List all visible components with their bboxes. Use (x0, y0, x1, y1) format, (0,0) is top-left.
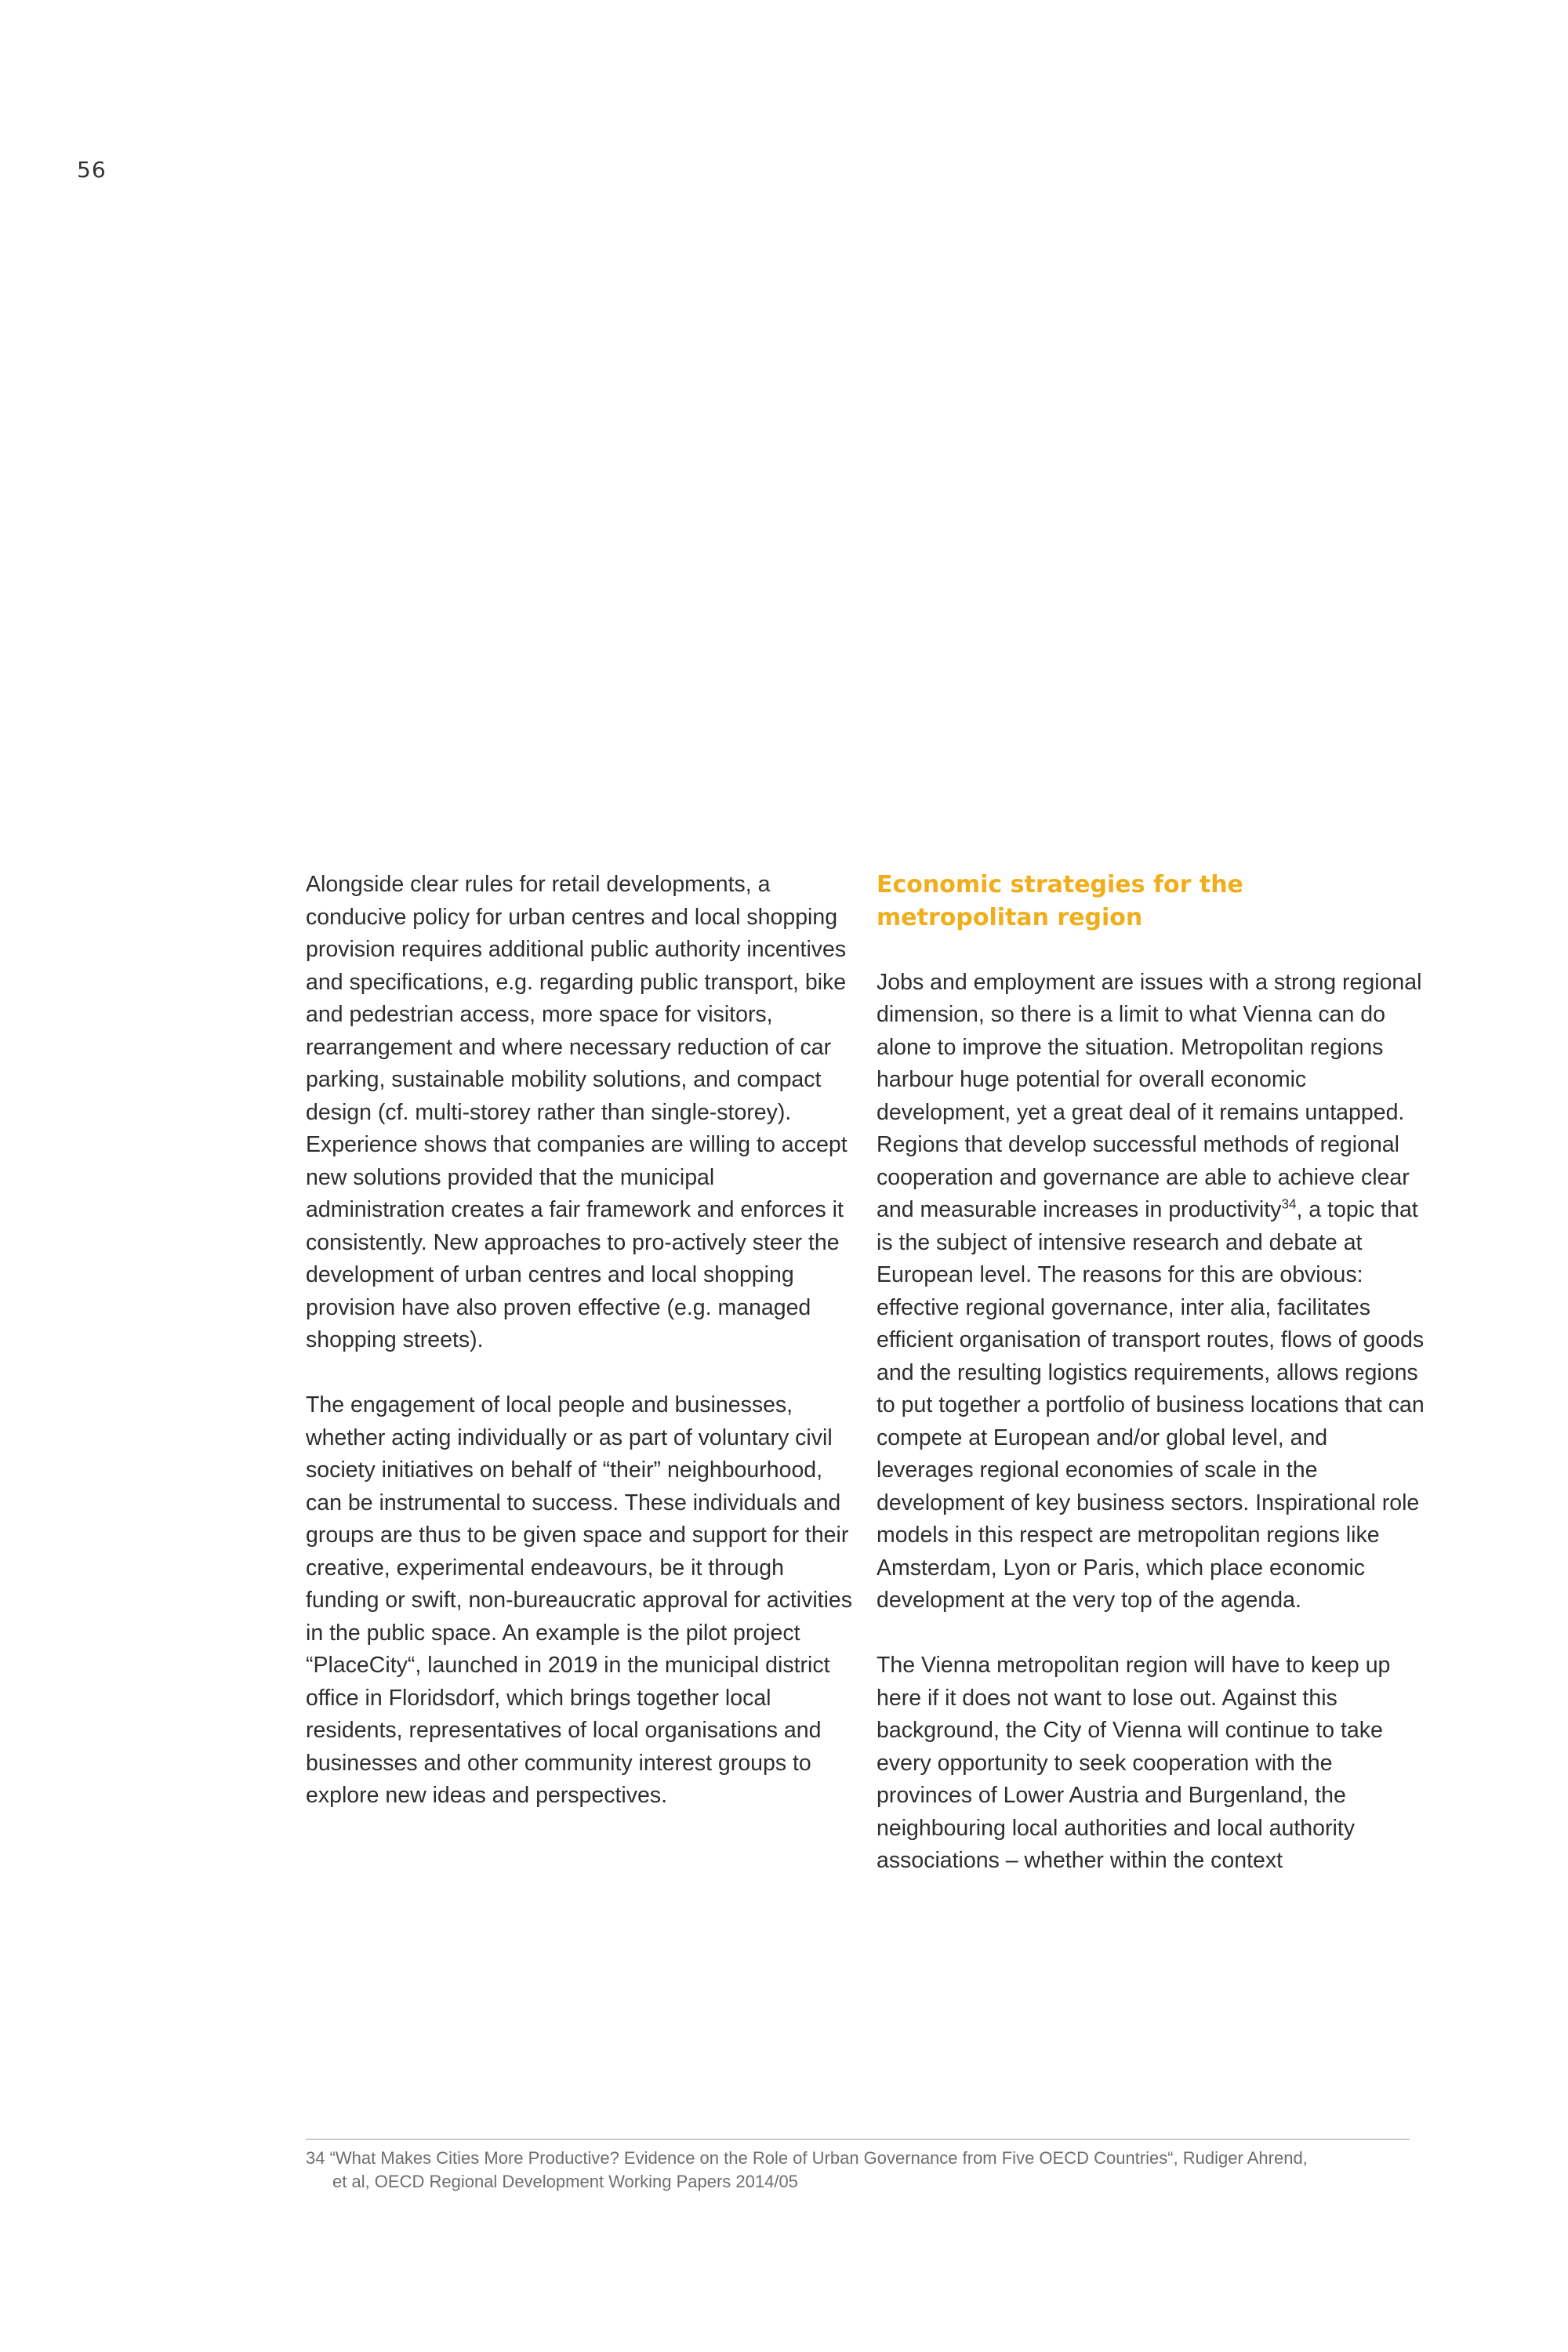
paragraph-vienna-metropolitan: The Vienna metropolitan region will have to keep up here if it does not want to lose out. Against this background, the City of Vienna will continue to take every opportunity to seek cooperation with the provinces of Lower Austria and Burgenland, the neighbouring local authorities and local authority associations – whether within the context (877, 1653, 1391, 1873)
paragraph-local-engagement: The engagement of local people and businesses, whether acting individually or as part of voluntary civil society initiatives on behalf of “their” neighbourhood, can be instrumental to success. These individuals and groups are thus to be given space and support for their creative, experimental endeavours, be it through funding or swift, non-bureaucratic approval for activities in the public space. An example is the pilot project “PlaceCity“, launched in 2019 in the municipal district office in Floridsdorf, which brings together local residents, representatives of local organisations and businesses and other community interest groups to explore new ideas and perspectives. (306, 1392, 853, 1808)
footnote (306, 2147, 1419, 2194)
paragraph-jobs-employment (877, 967, 1425, 1617)
section-heading-line-1: Economic strategies for the (877, 871, 1243, 898)
paragraph-retail-policy: Alongside clear rules for retail developments, a conducive policy for urban centres and local shopping provision requires additional public authority incentives and specifications, e.g. regarding public transport, bike and pedestrian access, more space for visitors, rearrangement and where necessary reduction of car parking, sustainable mobility solutions, and compact design (cf. multi-storey rather than single-storey). Experience shows that companies are willing to accept new solutions provided that the municipal administration creates a fair framework and enforces it consistently. New approaches to pro-actively steer the development of urban centres and local shopping provision have also proven effective (e.g. managed shopping streets). (306, 872, 848, 1352)
page-number: 56 (77, 157, 107, 183)
footnote-reference: 34 (1281, 1196, 1297, 1212)
section-heading-line-2: metropolitan region (877, 903, 1143, 931)
left-text-column (306, 869, 855, 1845)
paragraph-text-after-ref: , a topic that is the subject of intensive research and debate at European level. The reasons for this are obvious: effective regional governance, inter alia, facilitates efficient organisation of transport routes, flows of goods and the resulting logistics requirements, allows regions to put together a portfolio of business locations that can compete at European and/or global level, and leverages regional economies of scale in the development of key business sectors. Inspirational role models in this respect are metropolitan regions like Amsterdam, Lyon or Paris, which place economic development at the very top of the agenda. (877, 1197, 1425, 1613)
section-heading (877, 869, 1425, 934)
footnote-line-2: et al, OECD Regional Development Working Papers 2014/05 (332, 2172, 798, 2191)
footnote-line-1: 34 “What Makes Cities More Productive? Evidence on the Role of Urban Governance from Five OECD Countries“, Rudiger Ahrend, (306, 2148, 1308, 2168)
right-text-column (877, 869, 1425, 1910)
paragraph-text-before-ref: Jobs and employment are issues with a strong regional dimension, so there is a limit to what Vienna can do alone to improve the situation. Metropolitan regions harbour huge potential for overall economic development, yet a great deal of it remains untapped. Regions that develop successful methods of regional cooperation and governance are able to achieve clear and measurable increases in productivity (877, 969, 1422, 1222)
footnote-divider (306, 2139, 1410, 2140)
